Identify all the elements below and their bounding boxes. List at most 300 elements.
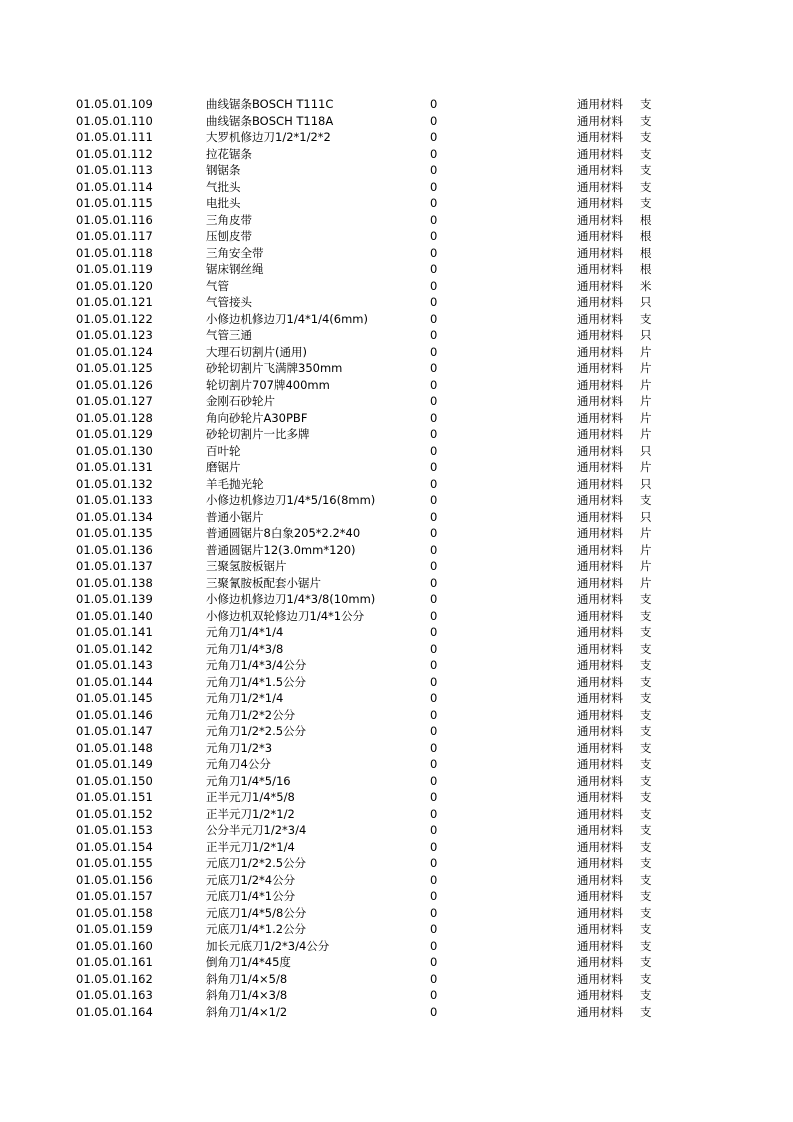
item-quantity: 0: [430, 394, 438, 408]
table-row: [0, 327, 793, 344]
item-name: 气管: [206, 278, 229, 293]
item-category: 通用材料: [577, 806, 623, 821]
item-name: 斜角刀1/4×1/2: [206, 1004, 288, 1019]
table-row: [0, 393, 793, 410]
table-row: [0, 179, 793, 196]
item-unit: 支: [640, 872, 652, 887]
table-row: [0, 773, 793, 790]
item-category: 通用材料: [577, 625, 623, 639]
item-unit: 支: [640, 179, 652, 194]
item-name: 羊毛抛光轮: [206, 476, 264, 491]
item-category: 通用材料: [577, 179, 623, 194]
item-quantity: 0: [430, 328, 438, 342]
table-row: [0, 756, 793, 773]
item-code: 01.05.01.122: [76, 311, 153, 326]
item-name: 加长元底刀1/2*3/4公分: [206, 938, 330, 953]
item-unit: 片: [640, 575, 652, 590]
item-code: 01.05.01.135: [76, 526, 153, 540]
item-category: 通用材料: [577, 163, 623, 177]
item-quantity: 0: [430, 889, 438, 903]
item-code: 01.05.01.149: [76, 757, 153, 771]
table-row: [0, 674, 793, 691]
item-code: 01.05.01.146: [76, 707, 153, 722]
item-unit: 支: [640, 724, 652, 738]
item-category: 通用材料: [577, 707, 623, 722]
item-name: 砂轮切割片飞满牌350mm: [206, 361, 343, 375]
item-quantity: 0: [430, 608, 438, 623]
item-code: 01.05.01.136: [76, 542, 153, 557]
item-name: 正半元刀1/2*1/2: [206, 806, 295, 821]
item-name: 小修边机修边刀1/4*5/16(8mm): [206, 493, 376, 507]
table-row: [0, 129, 793, 146]
item-name: 砂轮切割片一比多牌: [206, 427, 310, 441]
item-quantity: 0: [430, 938, 438, 953]
item-name: 普通小锯片: [206, 509, 264, 524]
table-row: [0, 492, 793, 509]
item-quantity: 0: [430, 658, 438, 672]
item-quantity: 0: [430, 493, 438, 507]
item-name: 锯床钢丝绳: [206, 262, 264, 276]
item-code: 01.05.01.139: [76, 592, 153, 606]
item-name: 气管接头: [206, 295, 252, 309]
item-name: 三角安全带: [206, 245, 264, 260]
item-quantity: 0: [430, 971, 438, 986]
table-row: [0, 294, 793, 311]
item-unit: 支: [640, 97, 652, 111]
table-row: [0, 113, 793, 130]
item-unit: 片: [640, 542, 652, 557]
item-category: 通用材料: [577, 905, 623, 920]
item-category: 通用材料: [577, 988, 623, 1002]
item-code: 01.05.01.151: [76, 790, 153, 804]
item-category: 通用材料: [577, 724, 623, 738]
item-quantity: 0: [430, 559, 438, 573]
item-category: 通用材料: [577, 361, 623, 375]
item-quantity: 0: [430, 377, 438, 392]
item-category: 通用材料: [577, 410, 623, 425]
item-name: 元角刀1/2*1/4: [206, 691, 284, 705]
item-category: 通用材料: [577, 559, 623, 573]
item-unit: 支: [640, 889, 652, 903]
item-category: 通用材料: [577, 592, 623, 606]
item-name: 元角刀1/4*5/16: [206, 773, 291, 788]
table-row: [0, 806, 793, 823]
item-code: 01.05.01.126: [76, 377, 153, 392]
item-unit: 根: [640, 245, 652, 260]
item-name: 斜角刀1/4×3/8: [206, 988, 288, 1002]
item-quantity: 0: [430, 229, 438, 243]
table-row: [0, 96, 793, 113]
item-unit: 根: [640, 212, 652, 227]
table-row: [0, 525, 793, 542]
item-name: 元角刀1/4*1/4: [206, 625, 284, 639]
item-unit: 支: [640, 641, 652, 656]
item-name: 元角刀1/2*3: [206, 740, 273, 755]
item-name: 小修边机修边刀1/4*1/4(6mm): [206, 311, 368, 326]
item-code: 01.05.01.138: [76, 575, 153, 590]
item-category: 通用材料: [577, 856, 623, 870]
item-name: 元角刀1/4*3/8: [206, 641, 284, 656]
item-code: 01.05.01.111: [76, 130, 153, 144]
table-row: [0, 360, 793, 377]
item-unit: 只: [640, 476, 652, 491]
item-unit: 支: [640, 856, 652, 870]
table-row: [0, 426, 793, 443]
table-row: [0, 542, 793, 559]
item-quantity: 0: [430, 740, 438, 755]
item-unit: 米: [640, 278, 652, 293]
item-code: 01.05.01.160: [76, 938, 153, 953]
table-row: [0, 212, 793, 229]
item-category: 通用材料: [577, 344, 623, 359]
item-category: 通用材料: [577, 377, 623, 392]
table-row: [0, 921, 793, 938]
item-code: 01.05.01.110: [76, 113, 153, 128]
item-code: 01.05.01.154: [76, 839, 153, 854]
table-row: [0, 855, 793, 872]
item-unit: 片: [640, 377, 652, 392]
table-row: [0, 971, 793, 988]
item-code: 01.05.01.118: [76, 245, 153, 260]
table-row: [0, 822, 793, 839]
item-category: 通用材料: [577, 229, 623, 243]
item-name: 斜角刀1/4×5/8: [206, 971, 288, 986]
item-code: 01.05.01.163: [76, 988, 153, 1002]
item-code: 01.05.01.158: [76, 905, 153, 920]
table-row: [0, 905, 793, 922]
item-category: 通用材料: [577, 476, 623, 491]
item-unit: 片: [640, 526, 652, 540]
item-category: 通用材料: [577, 938, 623, 953]
item-unit: 根: [640, 262, 652, 276]
table-row: [0, 245, 793, 262]
item-quantity: 0: [430, 344, 438, 359]
table-row: [0, 146, 793, 163]
item-name: 磨锯片: [206, 460, 241, 474]
item-unit: 支: [640, 806, 652, 821]
item-code: 01.05.01.153: [76, 823, 153, 837]
item-unit: 支: [640, 658, 652, 672]
item-code: 01.05.01.155: [76, 856, 153, 870]
table-row: [0, 311, 793, 328]
item-unit: 支: [640, 196, 652, 210]
item-category: 通用材料: [577, 575, 623, 590]
item-unit: 支: [640, 790, 652, 804]
table-row: [0, 707, 793, 724]
table-row: [0, 410, 793, 427]
item-name: 曲线锯条BOSCH T111C: [206, 97, 334, 111]
item-code: 01.05.01.124: [76, 344, 153, 359]
item-unit: 支: [640, 955, 652, 969]
item-quantity: 0: [430, 592, 438, 606]
item-quantity: 0: [430, 872, 438, 887]
item-category: 通用材料: [577, 113, 623, 128]
item-name: 小修边机双轮修边刀1/4*1公分: [206, 608, 365, 623]
item-quantity: 0: [430, 361, 438, 375]
table-row: [0, 987, 793, 1004]
item-quantity: 0: [430, 625, 438, 639]
item-name: 压刨皮带: [206, 229, 252, 243]
item-code: 01.05.01.115: [76, 196, 153, 210]
item-unit: 支: [640, 839, 652, 854]
item-unit: 片: [640, 410, 652, 425]
table-row: [0, 162, 793, 179]
item-name: 倒角刀1/4*45度: [206, 955, 291, 969]
item-category: 通用材料: [577, 608, 623, 623]
table-row: [0, 591, 793, 608]
item-name: 三聚氢胺板锯片: [206, 559, 287, 573]
table-row: [0, 938, 793, 955]
item-category: 通用材料: [577, 971, 623, 986]
item-quantity: 0: [430, 97, 438, 111]
item-name: 拉花锯条: [206, 146, 252, 161]
item-category: 通用材料: [577, 658, 623, 672]
item-category: 通用材料: [577, 757, 623, 771]
table-row: [0, 657, 793, 674]
item-category: 通用材料: [577, 262, 623, 276]
item-quantity: 0: [430, 311, 438, 326]
item-code: 01.05.01.128: [76, 410, 153, 425]
item-category: 通用材料: [577, 691, 623, 705]
table-row: [0, 443, 793, 460]
item-category: 通用材料: [577, 509, 623, 524]
table-row: [0, 509, 793, 526]
item-quantity: 0: [430, 641, 438, 656]
item-category: 通用材料: [577, 460, 623, 474]
item-unit: 支: [640, 691, 652, 705]
item-quantity: 0: [430, 955, 438, 969]
item-code: 01.05.01.137: [76, 559, 153, 573]
table-row: [0, 377, 793, 394]
item-category: 通用材料: [577, 790, 623, 804]
item-quantity: 0: [430, 113, 438, 128]
item-code: 01.05.01.112: [76, 146, 153, 161]
item-name: 曲线锯条BOSCH T118A: [206, 113, 334, 128]
item-name: 普通圆锯片8白象205*2.2*40: [206, 526, 361, 540]
material-list: [0, 96, 793, 1020]
table-row: [0, 608, 793, 625]
item-name: 正半元刀1/4*5/8: [206, 790, 295, 804]
table-row: [0, 872, 793, 889]
item-code: 01.05.01.114: [76, 179, 153, 194]
item-code: 01.05.01.147: [76, 724, 153, 738]
item-quantity: 0: [430, 707, 438, 722]
item-unit: 只: [640, 328, 652, 342]
item-code: 01.05.01.117: [76, 229, 153, 243]
item-quantity: 0: [430, 295, 438, 309]
item-code: 01.05.01.143: [76, 658, 153, 672]
table-row: [0, 740, 793, 757]
item-name: 角向砂轮片A30PBF: [206, 410, 308, 425]
item-quantity: 0: [430, 460, 438, 474]
item-quantity: 0: [430, 427, 438, 441]
item-unit: 只: [640, 509, 652, 524]
item-code: 01.05.01.132: [76, 476, 153, 491]
item-unit: 支: [640, 163, 652, 177]
item-unit: 支: [640, 608, 652, 623]
item-quantity: 0: [430, 1004, 438, 1019]
item-name: 元角刀4公分: [206, 757, 271, 771]
table-row: [0, 954, 793, 971]
item-category: 通用材料: [577, 773, 623, 788]
item-code: 01.05.01.134: [76, 509, 153, 524]
item-name: 元角刀1/4*1.5公分: [206, 674, 307, 689]
item-unit: 支: [640, 130, 652, 144]
item-category: 通用材料: [577, 130, 623, 144]
item-category: 通用材料: [577, 641, 623, 656]
item-name: 气管三通: [206, 328, 252, 342]
item-code: 01.05.01.157: [76, 889, 153, 903]
table-row: [0, 261, 793, 278]
table-row: [0, 888, 793, 905]
item-name: 元角刀1/4*3/4公分: [206, 658, 307, 672]
item-unit: 支: [640, 625, 652, 639]
item-unit: 片: [640, 394, 652, 408]
item-code: 01.05.01.109: [76, 97, 153, 111]
item-quantity: 0: [430, 278, 438, 293]
item-code: 01.05.01.156: [76, 872, 153, 887]
item-quantity: 0: [430, 724, 438, 738]
item-code: 01.05.01.162: [76, 971, 153, 986]
item-name: 电批头: [206, 196, 241, 210]
item-name: 元底刀1/4*1.2公分: [206, 922, 307, 936]
item-code: 01.05.01.148: [76, 740, 153, 755]
item-name: 元底刀1/4*1公分: [206, 889, 296, 903]
item-unit: 支: [640, 823, 652, 837]
item-name: 元角刀1/2*2.5公分: [206, 724, 307, 738]
item-category: 通用材料: [577, 311, 623, 326]
item-category: 通用材料: [577, 212, 623, 227]
item-category: 通用材料: [577, 823, 623, 837]
item-quantity: 0: [430, 790, 438, 804]
item-name: 钢锯条: [206, 163, 241, 177]
item-unit: 只: [640, 295, 652, 309]
item-code: 01.05.01.144: [76, 674, 153, 689]
item-category: 通用材料: [577, 1004, 623, 1019]
item-code: 01.05.01.152: [76, 806, 153, 821]
item-category: 通用材料: [577, 328, 623, 342]
table-row: [0, 228, 793, 245]
item-category: 通用材料: [577, 278, 623, 293]
item-quantity: 0: [430, 806, 438, 821]
item-category: 通用材料: [577, 427, 623, 441]
item-unit: 支: [640, 113, 652, 128]
item-unit: 片: [640, 344, 652, 359]
item-code: 01.05.01.123: [76, 328, 153, 342]
item-unit: 片: [640, 559, 652, 573]
item-category: 通用材料: [577, 922, 623, 936]
item-category: 通用材料: [577, 740, 623, 755]
item-unit: 支: [640, 988, 652, 1002]
item-quantity: 0: [430, 509, 438, 524]
item-category: 通用材料: [577, 889, 623, 903]
item-name: 大理石切割片(通用): [206, 344, 307, 359]
item-category: 通用材料: [577, 493, 623, 507]
item-code: 01.05.01.116: [76, 212, 153, 227]
item-code: 01.05.01.164: [76, 1004, 153, 1019]
item-unit: 支: [640, 674, 652, 689]
item-quantity: 0: [430, 410, 438, 425]
item-unit: 支: [640, 773, 652, 788]
item-unit: 支: [640, 922, 652, 936]
table-row: [0, 476, 793, 493]
table-row: [0, 641, 793, 658]
item-quantity: 0: [430, 196, 438, 210]
table-row: [0, 575, 793, 592]
item-quantity: 0: [430, 823, 438, 837]
item-name: 公分半元刀1/2*3/4: [206, 823, 307, 837]
item-unit: 支: [640, 311, 652, 326]
item-name: 三聚氰胺板配套小锯片: [206, 575, 321, 590]
item-unit: 片: [640, 361, 652, 375]
item-quantity: 0: [430, 526, 438, 540]
item-quantity: 0: [430, 691, 438, 705]
item-category: 通用材料: [577, 526, 623, 540]
item-category: 通用材料: [577, 542, 623, 557]
item-quantity: 0: [430, 245, 438, 260]
item-quantity: 0: [430, 905, 438, 920]
item-unit: 片: [640, 460, 652, 474]
item-name: 轮切割片707牌400mm: [206, 377, 330, 392]
item-quantity: 0: [430, 773, 438, 788]
item-quantity: 0: [430, 542, 438, 557]
item-quantity: 0: [430, 839, 438, 854]
item-code: 01.05.01.131: [76, 460, 153, 474]
item-name: 元底刀1/4*5/8公分: [206, 905, 307, 920]
item-category: 通用材料: [577, 839, 623, 854]
item-name: 元底刀1/2*4公分: [206, 872, 296, 887]
item-category: 通用材料: [577, 674, 623, 689]
item-quantity: 0: [430, 443, 438, 458]
item-name: 普通圆锯片12(3.0mm*120): [206, 542, 356, 557]
item-code: 01.05.01.145: [76, 691, 153, 705]
table-row: [0, 558, 793, 575]
item-code: 01.05.01.159: [76, 922, 153, 936]
item-unit: 支: [640, 146, 652, 161]
item-name: 大罗机修边刀1/2*1/2*2: [206, 130, 331, 144]
item-name: 正半元刀1/2*1/4: [206, 839, 295, 854]
item-name: 元角刀1/2*2公分: [206, 707, 296, 722]
item-name: 小修边机修边刀1/4*3/8(10mm): [206, 592, 376, 606]
item-category: 通用材料: [577, 146, 623, 161]
table-row: [0, 278, 793, 295]
item-unit: 支: [640, 938, 652, 953]
item-name: 百叶轮: [206, 443, 241, 458]
item-code: 01.05.01.119: [76, 262, 153, 276]
item-code: 01.05.01.150: [76, 773, 153, 788]
item-name: 金刚石砂轮片: [206, 394, 275, 408]
table-row: [0, 789, 793, 806]
item-category: 通用材料: [577, 955, 623, 969]
table-row: [0, 344, 793, 361]
item-code: 01.05.01.127: [76, 394, 153, 408]
item-code: 01.05.01.142: [76, 641, 153, 656]
item-code: 01.05.01.130: [76, 443, 153, 458]
item-quantity: 0: [430, 212, 438, 227]
item-category: 通用材料: [577, 394, 623, 408]
item-category: 通用材料: [577, 245, 623, 260]
table-row: [0, 459, 793, 476]
item-name: 气批头: [206, 179, 241, 194]
item-unit: 支: [640, 905, 652, 920]
item-code: 01.05.01.161: [76, 955, 153, 969]
item-name: 元底刀1/2*2.5公分: [206, 856, 307, 870]
item-quantity: 0: [430, 179, 438, 194]
item-code: 01.05.01.140: [76, 608, 153, 623]
item-unit: 支: [640, 757, 652, 771]
item-quantity: 0: [430, 146, 438, 161]
table-row: [0, 690, 793, 707]
